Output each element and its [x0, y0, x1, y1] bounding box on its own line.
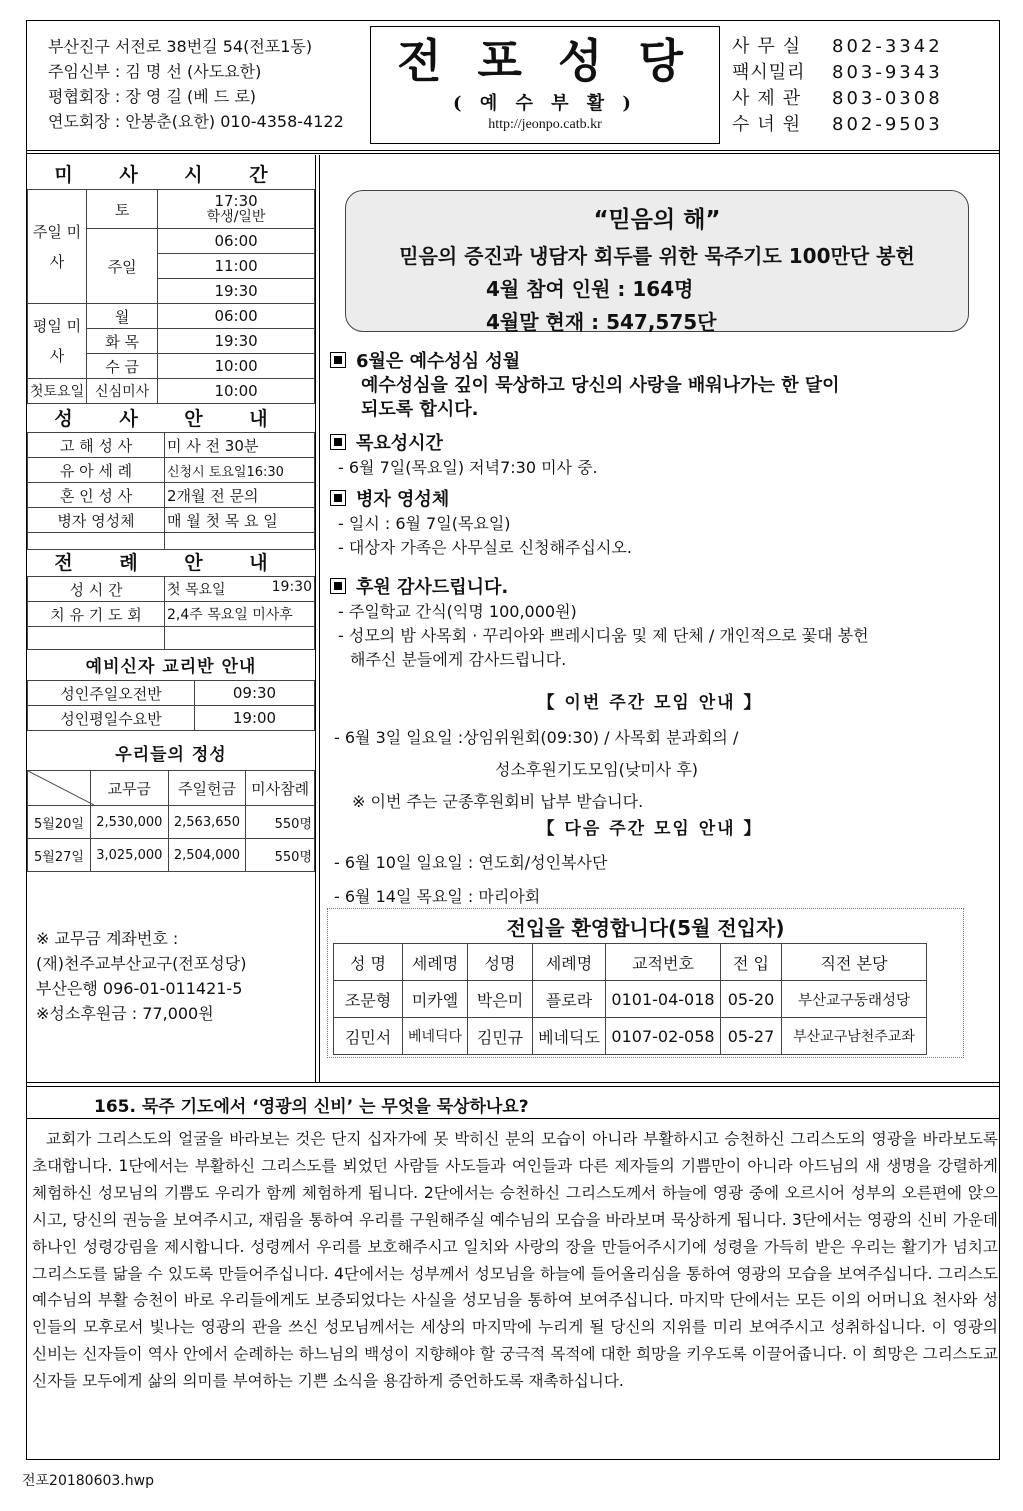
sacrament-info: 미 사 전 30분 [165, 433, 315, 458]
meeting-item: - 6월 14일 목요일 : 마리아회 [334, 887, 541, 906]
class-name: 성인평일수요반 [28, 706, 195, 731]
notice-text: - 6월 7일(목요일) 저녁7:30 미사 중. [338, 458, 598, 477]
newcomer-header: 직전 본당 [782, 944, 927, 981]
class-name: 성인주일오전반 [28, 681, 195, 706]
first-saturday-name: 신심미사 [87, 379, 158, 404]
liturgy-name: 치 유 기 도 회 [28, 602, 165, 627]
vocation-fund: ※성소후원금 : 77,000원 [36, 1004, 214, 1023]
notice-text: 해주신 분들에게 감사드립니다. [350, 650, 567, 669]
newcomer-header: 세례명 [403, 944, 468, 981]
account-info [36, 926, 246, 1026]
this-week-list [330, 722, 738, 786]
saturday-time: 17:30 [214, 192, 258, 210]
offering-header: 교무금 [91, 771, 169, 806]
essay-body [32, 1126, 998, 1395]
essay-paragraph: 교회가 그리스도의 얼굴을 바라보는 것은 단지 십자가에 못 박히신 분의 모습이 아니라 부활하시고 승천하신 그리스도의 영광을 바라보도록 초대합니다. 1단에서는 부활하신 그리스도를 뵈었던 사람들 사도들과 여인들과 다른 제자들의 기쁨만이 아니라 아드님의 새 생명을 강렬하게 체험하신 성모님의 기쁨도 우리가 함께 체험하게 됩니다. 2단에서는 승천하신 그리스도께서 하늘에 영광 중에 오르시어 성부의 오른편에 앉으시고, 당신의 권능을 보여주시고, 재림을 통하여 우리를 구원해주실 예수님의 모습을 바라보며 묵상하게 됩니다. 3단에서는 영광의 신비 가운데 하나인 성령강림을 제시합니다. 성령께서 우리를 보호해주시고 일치와 사랑의 장을 만들어주시기에 성령을 가득히 받은 우리는 활기가 넘치고 그리스도를 닮을 수 있도록 만들어주십니다. 4단에서는 성부께서 성모님을 하늘에 들어올리심을 통하여 영광의 모습을 보여주십니다. 그리스도 예수님의 부활 승천이 바로 우리들에게도 보증되었다는 사실을 성모님을 통하여 보여주십니다. 마지막 단에서는 모든 이의 어머니요 천사와 성인들의 모후로서 빛나는 영광의 관을 쓰신 성모님께서는 세상의 마지막에 누리게 될 당신의 지위를 미리 보여주시고 성취하십니다. 이 영광의 신비는 신자들이 역사 안에서 순례하는 하느님의 백성이 지향해야 할 궁극적 목적에 대한 희망을 키우도록 이끌어줍니다. 이 희망은 그리스도교 신자들 모두에게 삶의 의미를 부여하는 기쁜 소식을 용감하게 증언하도록 재촉하십니다. [32, 1130, 998, 1391]
notice-text: - 성모의 밤 사목회 · 꾸리아와 쁘레시디움 및 제 단체 / 개인적으로 꽃대 봉헌 [338, 626, 869, 645]
faith-year-title: “믿음의 해” [593, 207, 721, 233]
contact-row: 수녀원 802-9503 [732, 114, 943, 135]
newcomer-cell: 베네딕다 [403, 1018, 468, 1055]
newcomer-header: 전 입 [721, 944, 782, 981]
offering-title: 우리들의 정성 [115, 745, 227, 765]
tue-thu-label: 화 목 [87, 329, 158, 354]
class-time: 09:30 [195, 681, 315, 706]
bullet-square-icon [330, 490, 346, 506]
faith-year-box [345, 190, 969, 332]
sunday-time: 06:00 [158, 229, 315, 254]
newcomer-cell: 조문형 [334, 981, 403, 1018]
bullet-square-icon [330, 352, 346, 368]
sunday-time: 11:00 [158, 254, 315, 279]
account-number: 부산은행 096-01-011421-5 [36, 979, 243, 998]
newcomer-header: 성명 [468, 944, 533, 981]
faith-year-total: 4월말 현재 : 547,575단 [486, 310, 717, 334]
sunday-time: 19:30 [158, 279, 315, 304]
saturday-note: 학생/일반 [206, 209, 266, 225]
monday-label: 월 [87, 304, 158, 329]
class-time: 19:00 [195, 706, 315, 731]
notice-text: 되도록 합시다. [361, 399, 479, 420]
column-divider [315, 155, 316, 1082]
catechumen-table [27, 680, 315, 731]
notice-sacred-heart [330, 350, 840, 422]
notice-text: - 주일학교 간식(익명 100,000원) [338, 602, 577, 621]
header-divider [26, 150, 1000, 151]
meeting-item: 성소후원기도모임(낮미사 후) [495, 760, 699, 779]
wed-fri-time: 10:00 [158, 354, 315, 379]
sacraments-title: 성 사 안 내 [54, 408, 288, 430]
page-subtitle: ( 예 수 부 활 ) [453, 93, 637, 114]
offering-sunday: 2,563,650 [168, 806, 246, 839]
meeting-item: - 6월 10일 일요일 : 연도회/성인복사단 [334, 853, 608, 872]
newcomer-cell: 05-20 [721, 981, 782, 1018]
offering-header: 주일헌금 [168, 771, 246, 806]
newcomer-cell: 김민서 [334, 1018, 403, 1055]
liturgy-time: 19:30 [271, 579, 312, 595]
liturgy-info: 첫 목요일 [167, 582, 226, 598]
next-week-title: 【 다음 주간 모임 안내 】 [537, 819, 763, 839]
address: 부산진구 서전로 38번길 54(전포1동) [48, 37, 313, 56]
offering-date: 5월20일 [28, 806, 91, 839]
senior-president: 연도회장 : 안봉춘(요한) 010-4358-4122 [48, 112, 344, 131]
notice-title: 6월은 예수성심 성월 [356, 351, 521, 372]
notice-title: 후원 감사드립니다. [356, 577, 509, 598]
newcomer-cell: 플로라 [533, 981, 606, 1018]
pastor: 주임신부 : 김 명 선 (사도요한) [48, 62, 262, 81]
next-week-list [330, 846, 607, 914]
mass-times-table [27, 189, 315, 404]
title-box [370, 26, 720, 144]
offering-attendance: 550명 [246, 806, 315, 839]
notice-text: - 대상자 가족은 사무실로 신청해주십시오. [338, 538, 632, 557]
newcomer-cell: 부산교구남천주교좌 [782, 1018, 927, 1055]
offering-dues: 3,025,000 [91, 839, 169, 872]
notice-title: 목요성시간 [356, 433, 443, 454]
first-saturday-label: 첫토요일 [28, 379, 87, 404]
monday-time: 06:00 [158, 304, 315, 329]
account-holder: (재)천주교부산교구(전포성당) [36, 954, 247, 973]
meeting-item: - 6월 3일 일요일 :상임위원회(09:30) / 사목회 분과회의 / [334, 728, 739, 747]
sacraments-table [27, 432, 315, 550]
question-divider [26, 1118, 1000, 1119]
wed-fri-label: 수 금 [87, 354, 158, 379]
notice-text: 예수성심을 깊이 묵상하고 당신의 사랑을 배워나가는 한 달이 [361, 375, 840, 396]
notice-sick-communion [330, 488, 632, 560]
sacrament-info: 신청시 토요일16:30 [165, 458, 315, 483]
essay-question: 165. 묵주 기도에서 ‘영광의 신비’ 는 무엇을 묵상하나요? [94, 1097, 529, 1117]
sacrament-name: 혼 인 성 사 [28, 483, 165, 508]
saturday-label: 토 [87, 190, 158, 229]
sacrament-name: 병자 영성체 [28, 508, 165, 533]
account-label: ※ 교무금 계좌번호 : [36, 929, 179, 948]
first-saturday-time: 10:00 [158, 379, 315, 404]
offering-sunday: 2,504,000 [168, 839, 246, 872]
notice-thanks [330, 576, 869, 672]
catechumen-title: 예비신자 교리반 안내 [85, 657, 257, 677]
newcomer-cell: 김민규 [468, 1018, 533, 1055]
sunday-mass-label: 주일 미사 [28, 190, 87, 304]
newcomer-row [334, 1018, 927, 1055]
newcomer-header: 교적번호 [606, 944, 721, 981]
diagonal-cell [28, 771, 91, 806]
newcomer-cell: 0101-04-018 [606, 981, 721, 1018]
sacrament-name: 유 아 세 례 [28, 458, 165, 483]
sacrament-name: 고 해 성 사 [28, 433, 165, 458]
bullet-square-icon [330, 434, 346, 450]
liturgy-table [27, 576, 315, 650]
faith-year-subtitle: 믿음의 증진과 냉담자 회두를 위한 묵주기도 100만단 봉헌 [399, 244, 915, 268]
parish-info [48, 34, 344, 134]
offering-header: 미사참례 [246, 771, 315, 806]
council-president: 평협회장 : 장 영 길 (베 드 로) [48, 87, 257, 106]
newcomer-table [333, 943, 927, 1055]
notice-holy-hour [330, 432, 598, 480]
newcomer-header: 세례명 [533, 944, 606, 981]
essay-divider [26, 1082, 1000, 1083]
sacrament-info: 매 월 첫 목 요 일 [165, 508, 315, 533]
notice-text: - 일시 : 6월 7일(목요일) [338, 514, 511, 533]
liturgy-title: 전 례 안 내 [54, 552, 288, 574]
contact-row: 사제관 803-0308 [732, 88, 943, 109]
header-divider [26, 153, 1000, 154]
newcomer-cell: 베네딕도 [533, 1018, 606, 1055]
newcomer-cell: 05-27 [721, 1018, 782, 1055]
offering-dues: 2,530,000 [91, 806, 169, 839]
sacrament-info: 2개월 전 문의 [165, 483, 315, 508]
offering-date: 5월27일 [28, 839, 91, 872]
newcomer-header: 성 명 [334, 944, 403, 981]
notice-title: 병자 영성체 [356, 489, 450, 510]
liturgy-info: 2,4주 목요일 미사후 [165, 602, 315, 627]
offering-attendance: 550명 [246, 839, 315, 872]
tue-thu-time: 19:30 [158, 329, 315, 354]
column-divider [319, 155, 320, 1082]
newcomer-cell: 0107-02-058 [606, 1018, 721, 1055]
essay-divider [26, 1086, 1000, 1087]
website-link[interactable]: http://jeonpo.catb.kr [488, 117, 602, 132]
newcomer-cell: 박은미 [468, 981, 533, 1018]
newcomer-row [334, 981, 927, 1018]
newcomer-cell: 미카엘 [403, 981, 468, 1018]
offering-table [27, 770, 315, 872]
page-title: 전 포 성 당 [397, 34, 693, 88]
contact-row: 사무실 802-3342 [732, 36, 943, 57]
welcome-title: 전입을 환영합니다(5월 전입자) [506, 916, 785, 940]
file-name: 전포20180603.hwp [22, 1473, 154, 1489]
this-week-title: 【 이번 주간 모임 안내 】 [537, 693, 763, 713]
mass-times-title: 미 사 시 간 [54, 164, 288, 186]
newcomer-cell: 부산교구동래성당 [782, 981, 927, 1018]
dues-notice: ※ 이번 주는 군종후원회비 납부 받습니다. [352, 792, 644, 811]
sunday-label: 주일 [87, 229, 158, 304]
contact-list [732, 34, 943, 138]
faith-year-participants: 4월 참여 인원 : 164명 [486, 277, 694, 301]
contact-row: 팩시밀리 803-9343 [732, 62, 943, 83]
liturgy-name: 성 시 간 [28, 577, 165, 602]
bullet-square-icon [330, 578, 346, 594]
weekday-mass-label: 평일 미사 [28, 304, 87, 379]
